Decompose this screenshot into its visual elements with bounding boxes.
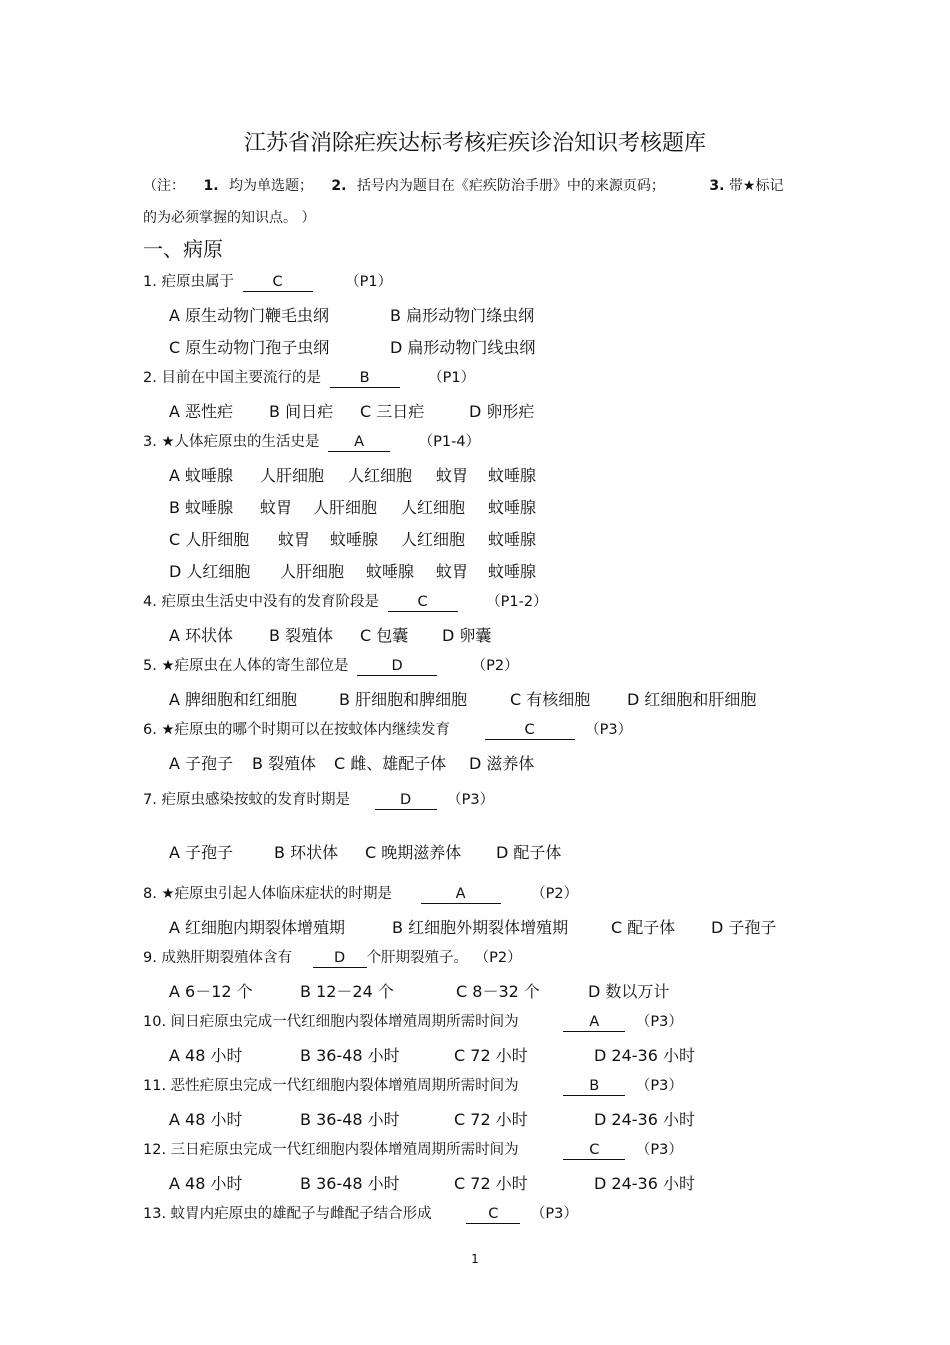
question-text: 疟原虫感染按蚊的发育时期是 xyxy=(161,792,350,808)
answer-blank: B xyxy=(563,1077,625,1096)
answer-blank: D xyxy=(375,791,437,810)
question-number: 3. xyxy=(143,434,157,450)
answer-blank: B xyxy=(330,369,400,388)
option: A 子孢子 xyxy=(169,843,234,862)
question-number: 1. xyxy=(143,274,157,290)
option: C 72 小时 xyxy=(454,1174,528,1193)
question-text: 疟原虫属于 xyxy=(161,274,234,290)
option-step: 蚊胃 xyxy=(436,466,469,485)
option-step: 人肝细胞 xyxy=(280,562,345,581)
option: C 配子体 xyxy=(611,918,676,937)
option-step: 蚊唾腺 xyxy=(488,530,537,549)
page-reference: （P3） xyxy=(635,1014,683,1030)
option-step: 蚊唾腺 xyxy=(366,562,415,581)
document-title: 江苏省消除疟疾达标考核疟疾诊治知识考核题库 xyxy=(243,131,706,156)
question-text-suffix: 个肝期裂殖子。 xyxy=(366,950,469,966)
option-step: 人红细胞 xyxy=(348,466,413,485)
option: B 36-48 小时 xyxy=(300,1046,400,1065)
option: C 8－32 个 xyxy=(456,982,540,1001)
question-12 xyxy=(143,1139,683,1161)
page-reference: （P2） xyxy=(471,658,519,674)
option: C 包囊 xyxy=(360,626,409,645)
question-number: 11. xyxy=(143,1078,167,1094)
option-step: 蚊唾腺 xyxy=(330,530,379,549)
answer-blank: A xyxy=(563,1013,625,1032)
question-number: 12. xyxy=(143,1142,167,1158)
note-number-1: 1. xyxy=(203,178,219,194)
option: B 裂殖体 xyxy=(269,626,334,645)
option: B 12－24 个 xyxy=(300,982,394,1001)
option: B 裂殖体 xyxy=(252,754,317,773)
question-number: 2. xyxy=(143,370,157,386)
answer-blank: C xyxy=(485,721,575,740)
option: A 子孢子 xyxy=(169,754,234,773)
option-step: 人肝细胞 xyxy=(260,466,325,485)
page-reference: （P1） xyxy=(345,274,393,290)
option: D 卵形疟 xyxy=(469,402,535,421)
note-item-2: 括号内为题目在《疟疾防治手册》中的来源页码； xyxy=(356,178,665,194)
option: C 晚期滋养体 xyxy=(365,843,462,862)
section-heading: 一、病原 xyxy=(143,237,223,261)
question-number: 13. xyxy=(143,1206,167,1222)
question-13 xyxy=(143,1203,578,1225)
question-text: 间日疟原虫完成一代红细胞内裂体增殖周期所需时间为 xyxy=(170,1014,519,1030)
page-reference: （P3） xyxy=(447,792,495,808)
question-3 xyxy=(143,431,480,453)
option: A 原生动物门鞭毛虫纲 xyxy=(169,306,330,325)
option: B 环状体 xyxy=(274,843,339,862)
option-step: 人红细胞 xyxy=(401,498,466,517)
answer-blank: D xyxy=(357,657,437,676)
question-5 xyxy=(143,655,519,677)
option-step: 蚊胃 xyxy=(260,498,293,517)
note-line-1 xyxy=(143,175,783,197)
option: D 24-36 小时 xyxy=(594,1046,695,1065)
note-number-2: 2. xyxy=(331,178,347,194)
option: A 环状体 xyxy=(169,626,234,645)
page-reference: （P1） xyxy=(428,370,476,386)
question-text: 恶性疟原虫完成一代红细胞内裂体增殖周期所需时间为 xyxy=(170,1078,519,1094)
page-reference: （P3） xyxy=(635,1142,683,1158)
option: A 48 小时 xyxy=(169,1174,243,1193)
question-text: ★疟原虫在人体的寄生部位是 xyxy=(161,658,349,674)
option: A 48 小时 xyxy=(169,1046,243,1065)
note-line-2: 的为必须掌握的知识点。 ） xyxy=(143,210,316,226)
question-text: ★疟原虫的哪个时期可以在按蚊体内继续发育 xyxy=(161,722,450,738)
option: B 肝细胞和脾细胞 xyxy=(339,690,468,709)
answer-blank: D xyxy=(313,949,367,968)
option: B 扁形动物门绦虫纲 xyxy=(390,306,535,325)
page-reference: （P2） xyxy=(531,886,579,902)
question-text: 三日疟原虫完成一代红细胞内裂体增殖周期所需时间为 xyxy=(170,1142,519,1158)
option: D 卵囊 xyxy=(442,626,492,645)
question-11 xyxy=(143,1075,683,1097)
question-10 xyxy=(143,1011,683,1033)
page-reference: （P3） xyxy=(635,1078,683,1094)
option: C 人肝细胞 xyxy=(169,530,250,549)
option: B 36-48 小时 xyxy=(300,1174,400,1193)
question-text: ★人体疟原虫的生活史是 xyxy=(161,434,320,450)
page-number: 1 xyxy=(471,1252,479,1266)
question-text: ★疟原虫引起人体临床症状的时期是 xyxy=(161,886,392,902)
page-reference: （P3） xyxy=(585,722,633,738)
option: B 蚊唾腺 xyxy=(169,498,234,517)
option: D 子孢子 xyxy=(711,918,777,937)
note-open: （注： xyxy=(143,178,185,194)
answer-blank: C xyxy=(243,273,313,292)
option: D 红细胞和肝细胞 xyxy=(627,690,757,709)
option: A 脾细胞和红细胞 xyxy=(169,690,298,709)
answer-blank: C xyxy=(388,593,458,612)
question-1 xyxy=(143,271,392,293)
page-reference: （P2） xyxy=(474,950,522,966)
option-step: 蚊唾腺 xyxy=(488,498,537,517)
question-7 xyxy=(143,789,494,811)
question-number: 10. xyxy=(143,1014,167,1030)
question-text: 疟原虫生活史中没有的发育阶段是 xyxy=(161,594,379,610)
page-reference: （P1-4） xyxy=(418,434,481,450)
answer-blank: A xyxy=(328,433,390,452)
option: D 滋养体 xyxy=(469,754,535,773)
page-reference: （P3） xyxy=(530,1206,578,1222)
option: C 原生动物门孢子虫纲 xyxy=(169,338,330,357)
option-step: 蚊唾腺 xyxy=(488,466,537,485)
question-4 xyxy=(143,591,548,613)
question-number: 9. xyxy=(143,950,157,966)
note-number-3: 3. xyxy=(709,178,725,194)
answer-blank: C xyxy=(563,1141,625,1160)
option: D 配子体 xyxy=(496,843,562,862)
option: A 红细胞内期裂体增殖期 xyxy=(169,918,346,937)
option: A 蚊唾腺 xyxy=(169,466,234,485)
question-8 xyxy=(143,883,578,905)
answer-blank: A xyxy=(421,885,501,904)
note-item-3: 带★标记 xyxy=(728,178,784,194)
option: D 24-36 小时 xyxy=(594,1174,695,1193)
option: C 三日疟 xyxy=(360,402,425,421)
question-text: 目前在中国主要流行的是 xyxy=(161,370,321,386)
answer-blank: C xyxy=(466,1205,520,1224)
option: C 72 小时 xyxy=(454,1046,528,1065)
option-step: 蚊胃 xyxy=(436,562,469,581)
option: C 雌、雄配子体 xyxy=(334,754,447,773)
question-number: 5. xyxy=(143,658,157,674)
option: B 36-48 小时 xyxy=(300,1110,400,1129)
option: D 数以万计 xyxy=(588,982,670,1001)
option: D 扁形动物门线虫纲 xyxy=(390,338,536,357)
question-number: 4. xyxy=(143,594,157,610)
option: A 6－12 个 xyxy=(169,982,253,1001)
question-number: 7. xyxy=(143,792,157,808)
option-step: 蚊胃 xyxy=(278,530,311,549)
question-6 xyxy=(143,719,632,741)
question-text: 成熟肝期裂殖体含有 xyxy=(161,950,292,966)
option: D 人红细胞 xyxy=(169,562,251,581)
option: A 48 小时 xyxy=(169,1110,243,1129)
option: B 间日疟 xyxy=(269,402,334,421)
option: B 红细胞外期裂体增殖期 xyxy=(392,918,569,937)
question-2 xyxy=(143,367,475,389)
option-step: 人肝细胞 xyxy=(313,498,378,517)
option-step: 蚊唾腺 xyxy=(488,562,537,581)
option: C 有核细胞 xyxy=(510,690,591,709)
question-text: 蚊胃内疟原虫的雄配子与雌配子结合形成 xyxy=(170,1206,432,1222)
option: D 24-36 小时 xyxy=(594,1110,695,1129)
option: A 恶性疟 xyxy=(169,402,234,421)
question-number: 6. xyxy=(143,722,157,738)
note-item-1: 均为单选题； xyxy=(228,178,313,194)
option-step: 人红细胞 xyxy=(401,530,466,549)
option: C 72 小时 xyxy=(454,1110,528,1129)
question-number: 8. xyxy=(143,886,157,902)
question-9 xyxy=(143,947,522,969)
page-reference: （P1-2） xyxy=(486,594,548,610)
